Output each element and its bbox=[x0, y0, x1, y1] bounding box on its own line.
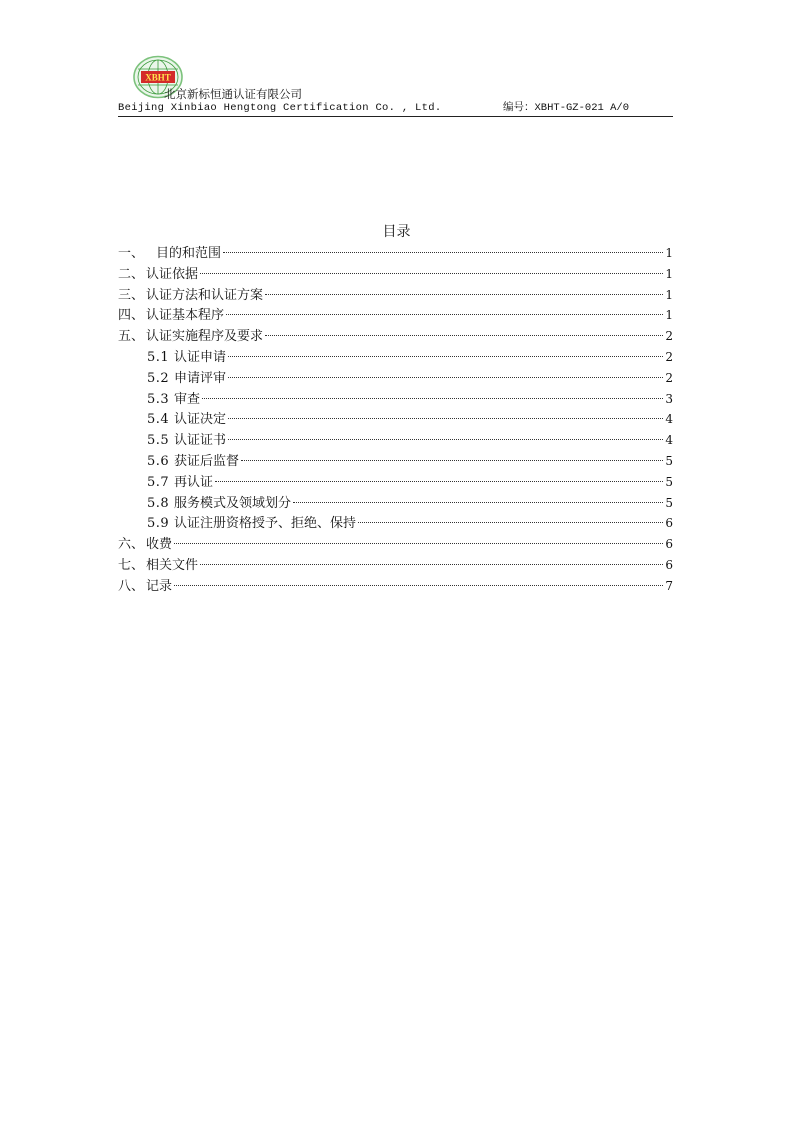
toc-dot-leader bbox=[202, 398, 663, 399]
toc-entry-page: 6 bbox=[665, 557, 673, 572]
toc-dot-leader bbox=[200, 273, 663, 274]
toc-entry-page: 4 bbox=[665, 433, 673, 448]
toc-entry-page: 1 bbox=[665, 308, 673, 323]
toc-entry-page: 5 bbox=[665, 495, 673, 510]
toc-dot-leader bbox=[223, 252, 663, 253]
toc-entry-label: 获证后监督 bbox=[174, 453, 240, 469]
toc-dot-leader bbox=[293, 502, 663, 503]
toc-entry[interactable] bbox=[118, 347, 673, 368]
toc-entry-number: 六、 bbox=[118, 537, 145, 553]
toc-entry-label: 认证依据 bbox=[146, 266, 199, 282]
toc-title: 目录 bbox=[382, 224, 411, 240]
company-name-cn: 北京新标恒通认证有限公司 bbox=[164, 87, 302, 101]
company-name-en: Beijing Xinbiao Hengtong Certification Co. , Ltd. bbox=[118, 102, 442, 114]
toc-entry-page: 2 bbox=[665, 370, 673, 385]
toc-entry-page: 2 bbox=[665, 329, 673, 344]
toc-entry-page: 1 bbox=[665, 246, 673, 260]
toc-entry[interactable] bbox=[118, 285, 673, 306]
toc-entry[interactable] bbox=[118, 534, 673, 555]
toc-entry-number: 三、 bbox=[118, 287, 145, 303]
toc-entry-page: 2 bbox=[665, 349, 673, 364]
toc-entry-label: 再认证 bbox=[174, 474, 214, 490]
toc-entry[interactable] bbox=[118, 576, 673, 597]
toc-entry[interactable] bbox=[118, 513, 673, 534]
toc-entry-label: 相关文件 bbox=[146, 557, 199, 573]
toc-entry[interactable] bbox=[118, 305, 673, 326]
page-header bbox=[118, 55, 673, 117]
logo-text: XBHT bbox=[145, 72, 171, 83]
toc-entry-number: 5.8 bbox=[147, 495, 170, 511]
toc-entry[interactable] bbox=[118, 368, 673, 389]
toc-dot-leader bbox=[215, 481, 663, 482]
toc-entry-number: 七、 bbox=[118, 557, 145, 573]
toc-entry-number: 5.9 bbox=[147, 516, 170, 532]
toc-entry-page: 5 bbox=[665, 453, 673, 468]
toc-dot-leader bbox=[226, 314, 663, 315]
toc-entry-page: 1 bbox=[665, 266, 673, 281]
table-of-contents bbox=[118, 243, 673, 597]
toc-entry[interactable] bbox=[118, 555, 673, 576]
toc-dot-leader bbox=[228, 356, 663, 357]
toc-entry-number: 5.2 bbox=[147, 370, 170, 386]
toc-entry[interactable] bbox=[118, 243, 673, 264]
toc-entry-number: 八、 bbox=[118, 578, 145, 594]
toc-entry-number: 5.3 bbox=[147, 391, 170, 407]
toc-entry[interactable] bbox=[118, 389, 673, 410]
toc-dot-leader bbox=[265, 335, 663, 336]
toc-dot-leader bbox=[228, 377, 663, 378]
toc-entry-label: 收费 bbox=[146, 537, 173, 553]
toc-entry-number: 5.4 bbox=[147, 412, 170, 428]
toc-entry[interactable] bbox=[118, 472, 673, 493]
toc-entry-page: 5 bbox=[665, 474, 673, 489]
toc-entry[interactable] bbox=[118, 409, 673, 430]
toc-entry-number: 5.7 bbox=[147, 474, 170, 490]
toc-dot-leader bbox=[228, 418, 663, 419]
toc-entry-label: 服务模式及领域划分 bbox=[174, 495, 292, 511]
toc-entry-label: 认证注册资格授予、拒绝、保持 bbox=[174, 516, 357, 532]
toc-entry[interactable] bbox=[118, 493, 673, 514]
toc-entry-label: 认证基本程序 bbox=[146, 308, 225, 324]
toc-entry-page: 7 bbox=[665, 578, 673, 593]
toc-dot-leader bbox=[200, 564, 663, 565]
toc-entry[interactable] bbox=[118, 451, 673, 472]
toc-entry-label: 认证方法和认证方案 bbox=[146, 287, 264, 303]
toc-entry[interactable] bbox=[118, 430, 673, 451]
toc-entry-page: 3 bbox=[665, 391, 673, 406]
toc-entry-number: 5.5 bbox=[147, 433, 170, 449]
toc-entry-label: 认证申请 bbox=[174, 349, 227, 365]
toc-entry-label: 目的和范围 bbox=[156, 246, 222, 261]
toc-dot-leader bbox=[265, 294, 663, 295]
toc-entry-page: 6 bbox=[665, 537, 673, 552]
toc-entry[interactable] bbox=[118, 264, 673, 285]
toc-entry-number: 四、 bbox=[118, 308, 145, 324]
toc-entry-label: 认证决定 bbox=[174, 412, 227, 428]
toc-entry-page: 4 bbox=[665, 412, 673, 427]
toc-dot-leader bbox=[228, 439, 663, 440]
toc-entry-number: 二、 bbox=[118, 266, 145, 282]
toc-entry-page: 6 bbox=[665, 516, 673, 531]
toc-entry-number: 5.6 bbox=[147, 453, 170, 469]
toc-entry-number: 五、 bbox=[118, 329, 145, 345]
toc-entry-number: 5.1 bbox=[147, 349, 170, 365]
toc-entry-label: 审查 bbox=[174, 391, 201, 407]
toc-entry-number: 一、 bbox=[118, 246, 145, 261]
toc-dot-leader bbox=[174, 543, 663, 544]
toc-entry-label: 认证证书 bbox=[174, 433, 227, 449]
toc-entry-label: 记录 bbox=[146, 578, 173, 594]
toc-dot-leader bbox=[241, 460, 663, 461]
header-divider bbox=[118, 116, 673, 117]
document-number: 编号：XBHT-GZ-021 A/0 bbox=[503, 102, 630, 114]
toc-entry[interactable] bbox=[118, 326, 673, 347]
toc-entry-page: 1 bbox=[665, 287, 673, 302]
toc-entry-label: 认证实施程序及要求 bbox=[146, 329, 264, 345]
toc-entry-label: 申请评审 bbox=[174, 370, 227, 386]
toc-dot-leader bbox=[174, 585, 663, 586]
toc-dot-leader bbox=[358, 522, 663, 523]
